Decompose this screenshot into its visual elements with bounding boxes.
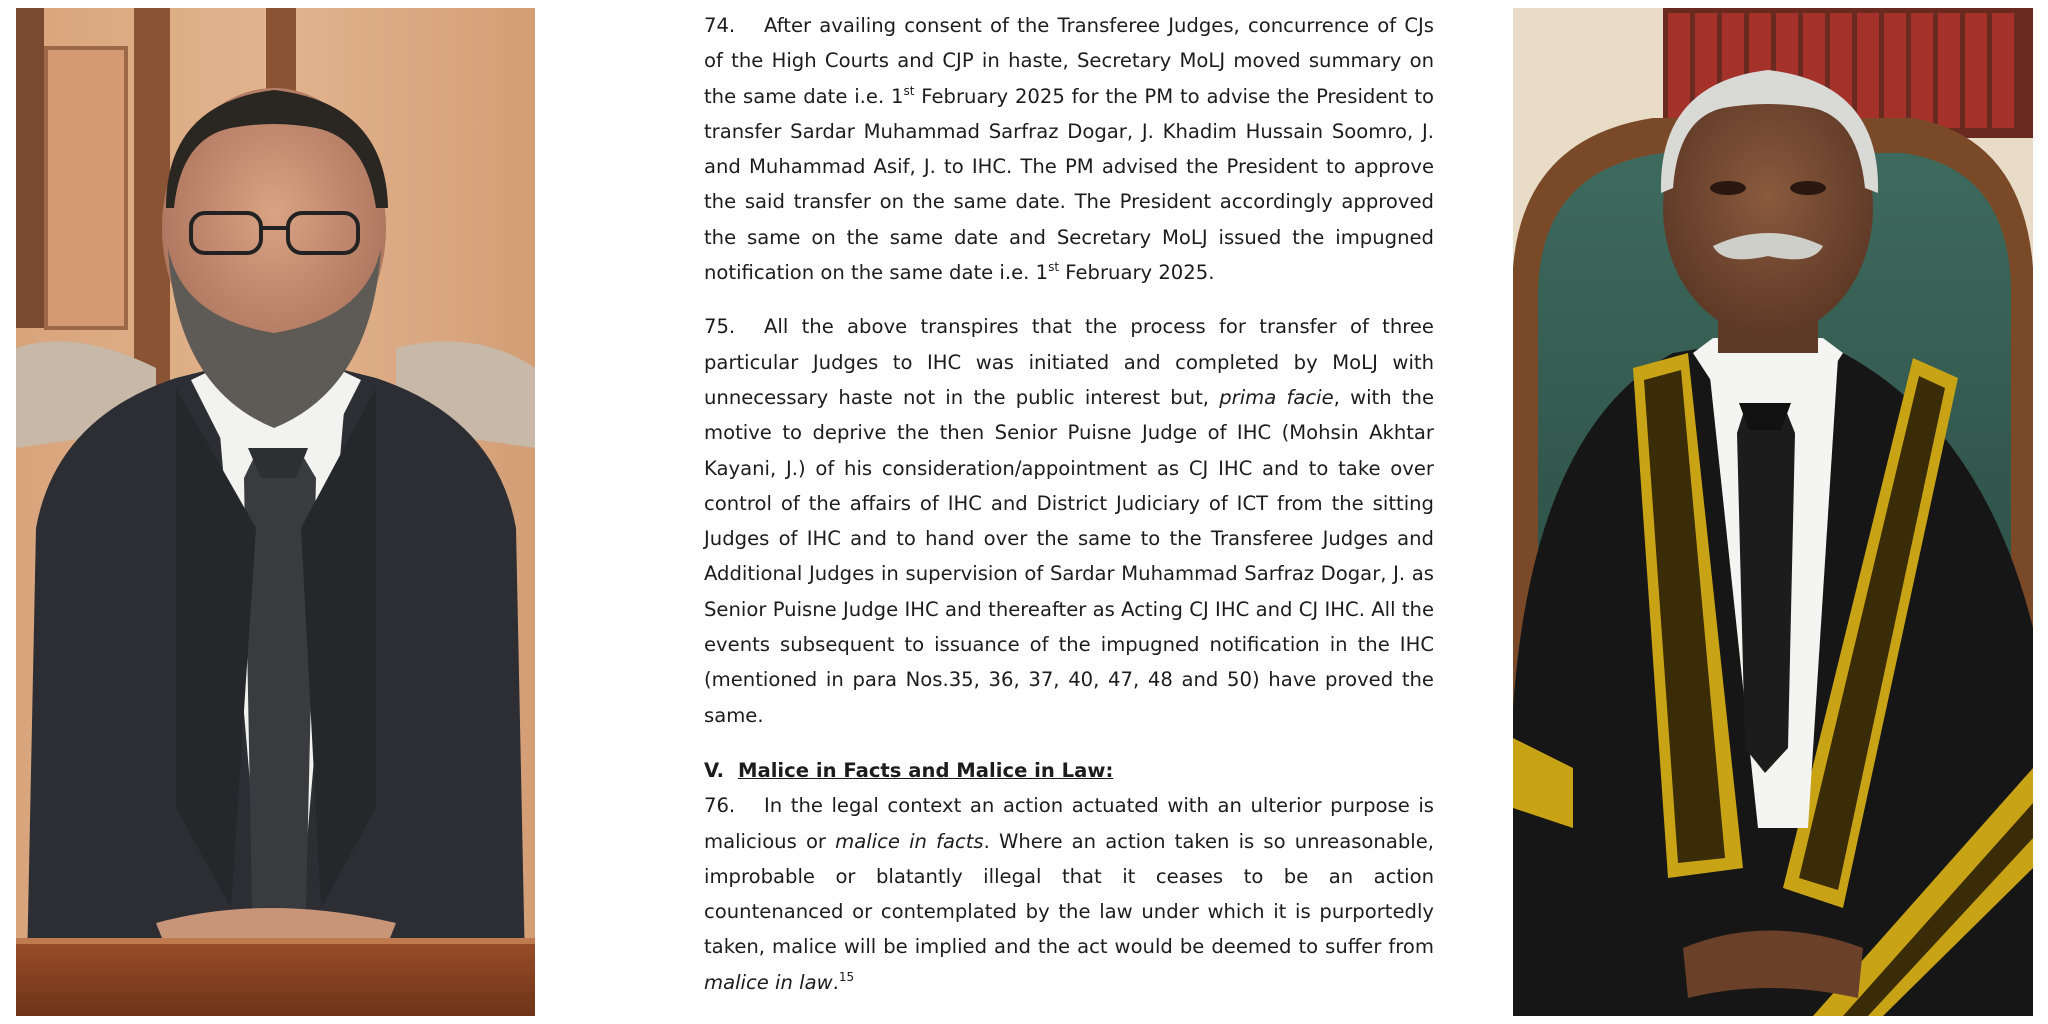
judgment-text	[704, 8, 1434, 1000]
paragraph-text: All the above transpires that the process for transfer of three particular Judges to IHC was initiated and completed by MoLJ with unnecessary haste not in the public interest but,	[704, 315, 1434, 409]
paragraph-76	[704, 788, 1434, 1000]
superscript: st	[903, 83, 915, 98]
paragraph-text: February 2025.	[1059, 261, 1215, 285]
paragraph-text: .	[832, 970, 839, 994]
italic-term: malice in law	[704, 970, 833, 994]
section-number: V.	[704, 758, 725, 782]
superscript: st	[1048, 260, 1060, 275]
paragraph-number: 74.	[704, 14, 736, 37]
section-heading	[704, 753, 1434, 788]
judge-portrait-suit	[16, 8, 535, 1016]
paragraph-number: 76.	[704, 794, 736, 818]
italic-term: prima facie	[1219, 385, 1334, 409]
paragraph-text: , with the motive to deprive the then Senior Puisne Judge of IHC (Mohsin Akhtar Kayani, J.) of his consideration/appointment as CJ IHC and to take over control of the affairs of IHC and District Judiciary of ICT from the sitting Judges of IHC and to hand over the same to the Transferee Judges and Additional Judges in supervision of Sardar Muhammad Sarfraz Dogar, J. as Senior Puisne Judge IHC and thereafter as Acting CJ IHC and CJ IHC. All the events subsequent to issuance of the impugned notification in the IHC (mentioned in para Nos.35, 36, 37, 40, 47, 48 and 50) have proved the same.	[704, 385, 1435, 727]
italic-term: malice in facts	[835, 829, 984, 853]
judge-portrait-robe	[1513, 8, 2033, 1016]
paragraph-text: February 2025 for the PM to advise the President to transfer Sardar Muhammad Sarfraz Dogar, J. Khadim Hussain Soomro, J. and Muhammad Asif, J. to IHC. The PM advised the President to approve the said transfer on the same date. The President accordingly approved the same on the same date and Secretary MoLJ issued the impugned notification on the same date i.e. 1	[704, 84, 1434, 285]
paragraph-74	[704, 8, 1434, 290]
paragraph-number: 75.	[704, 315, 736, 339]
judge-photo-right	[1513, 8, 2033, 1016]
paragraph-text: In the legal context an action actuated with an ulterior purpose is malicious or	[704, 794, 1434, 853]
footnote-reference: 15	[838, 969, 855, 984]
paragraph-text: . Where an action taken is so unreasonable, improbable or blatantly illegal that it ceases to be an action countenanced or contemplated by the law under which it is purportedly taken, malice will be implied and the act would be deemed to suffer from	[704, 829, 1434, 959]
section-title: Malice in Facts and Malice in Law:	[738, 758, 1114, 782]
judge-photo-left	[16, 8, 535, 1016]
paragraph-text: After availing consent of the Transferee Judges, concurrence of CJs of the High Courts and CJP in haste, Secretary MoLJ moved summary on the same date i.e. 1	[704, 14, 1434, 108]
paragraph-75	[704, 309, 1434, 733]
